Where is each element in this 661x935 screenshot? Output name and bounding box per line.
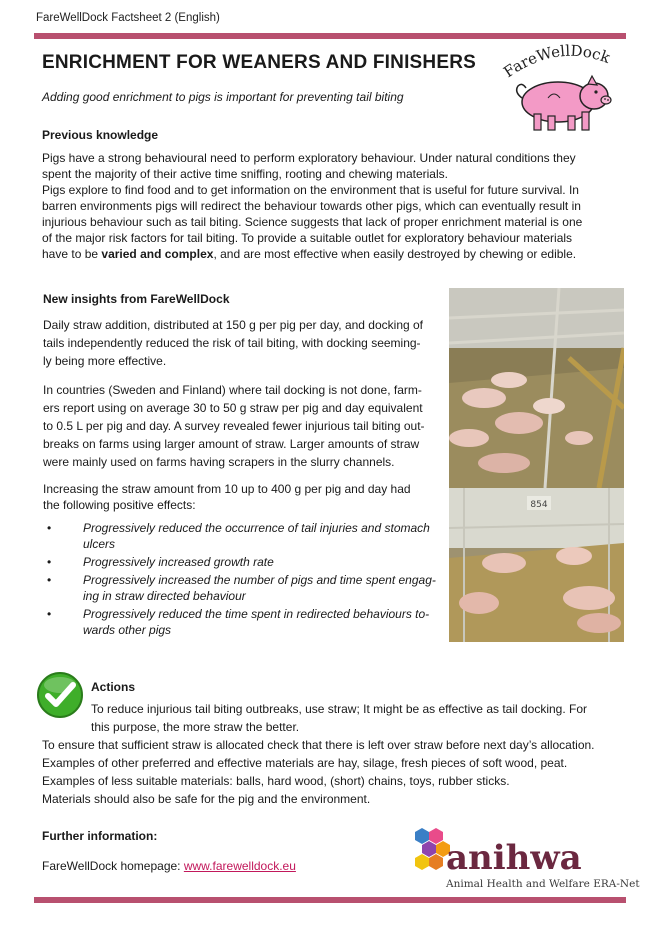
insights-paragraph-3: Increasing the straw amount from 10 up to 400 g per pig and day had the following positive effects:: [43, 482, 411, 512]
further-information-heading: Further information:: [42, 829, 158, 843]
list-item: • Progressively increased growth rate: [47, 555, 274, 569]
top-divider: [34, 33, 626, 39]
page-subtitle: Adding good enrichment to pigs is important for preventing tail biting: [42, 90, 404, 104]
insights-paragraph-1: Daily straw addition, distributed at 150 g per pig per day, and docking of tails independently reduced the risk of tail biting, with docking seeming- ly being more effective.: [43, 318, 424, 368]
list-item: • Progressively reduced the time spent in redirected behaviours to- wards other pigs: [47, 607, 430, 637]
anihwa-logo-text: anihwa: [446, 838, 582, 878]
page-title: ENRICHMENT FOR WEANERS AND FINISHERS: [42, 52, 477, 73]
actions-text: To ensure that sufficient straw is allocated check that there is left over straw before next day’s allocation. Examples of other preferred and effective materials are hay, silage, fresh pieces of soft wood, peat. Examples of less suitable materials: balls, hard wood, (short) chains, toys, rubber sticks. Materials should also be safe for the pig and the environment.: [42, 738, 595, 806]
farewelldock-logo: [498, 40, 630, 138]
homepage-link[interactable]: www.farewelldock.eu: [183, 859, 296, 873]
actions-indented-text: To reduce injurious tail biting outbreaks, use straw; It might be as effective as tail docking. For this purpose, the more straw the better.: [91, 702, 588, 734]
pig-logo-icon: [498, 40, 630, 138]
factsheet-label: FareWellDock Factsheet 2 (English): [36, 12, 220, 24]
checkmark-icon: [36, 671, 84, 719]
pen-number-label: 854: [530, 500, 548, 510]
bottom-divider: [34, 897, 626, 903]
list-item: • Progressively reduced the occurrence of tail injuries and stomach ulcers: [47, 521, 430, 551]
previous-knowledge-text: Pigs have a strong behavioural need to perform exploratory behaviour. Under natural conditions they spent the majority of their active time sniffing, rooting and chewing materials. Pigs explore to find food and to get information on the environment that is useful for future survival. In barren environments pigs will redirect the behaviour towards other pigs, which can eventually result in injurious behaviour such as tail biting. Science suggests that lack of proper enrichment material is one of the major risk factors for tail biting. To provide a suitable outlet for exploratory behaviour materials have to be varied and complex, and are most effective when easily destroyed by chewing or edible.: [42, 151, 583, 261]
logo-text: FareWellDock: [500, 41, 613, 82]
svg-text:FareWellDock: [500, 42, 613, 82]
previous-knowledge-heading: Previous knowledge: [42, 128, 159, 142]
anihwa-subtitle: Animal Health and Welfare ERA-Net: [446, 878, 640, 890]
pig-pen-photo-1: [449, 288, 624, 488]
homepage-line: FareWellDock homepage: www.farewelldock.eu: [42, 859, 296, 873]
effects-list: [43, 520, 448, 640]
pig-pen-photo-2: [449, 488, 624, 642]
actions-heading: Actions: [91, 680, 136, 694]
list-item: • Progressively increased the number of pigs and time spent engag- ing in straw directed behaviour: [47, 573, 436, 603]
new-insights-heading: New insights from FareWellDock: [43, 292, 230, 306]
insights-paragraph-2: In countries (Sweden and Finland) where tail docking is not done, farm- ers report using on average 30 to 50 g straw per pig and day equivalent to 0.5 L per pig and day. A survey revealed fewer injurious tail biting out- breaks on farms using larger amount of straw. Larger amounts of straw were mainly used on farms having scrapers in the slurry channels.: [43, 383, 425, 469]
